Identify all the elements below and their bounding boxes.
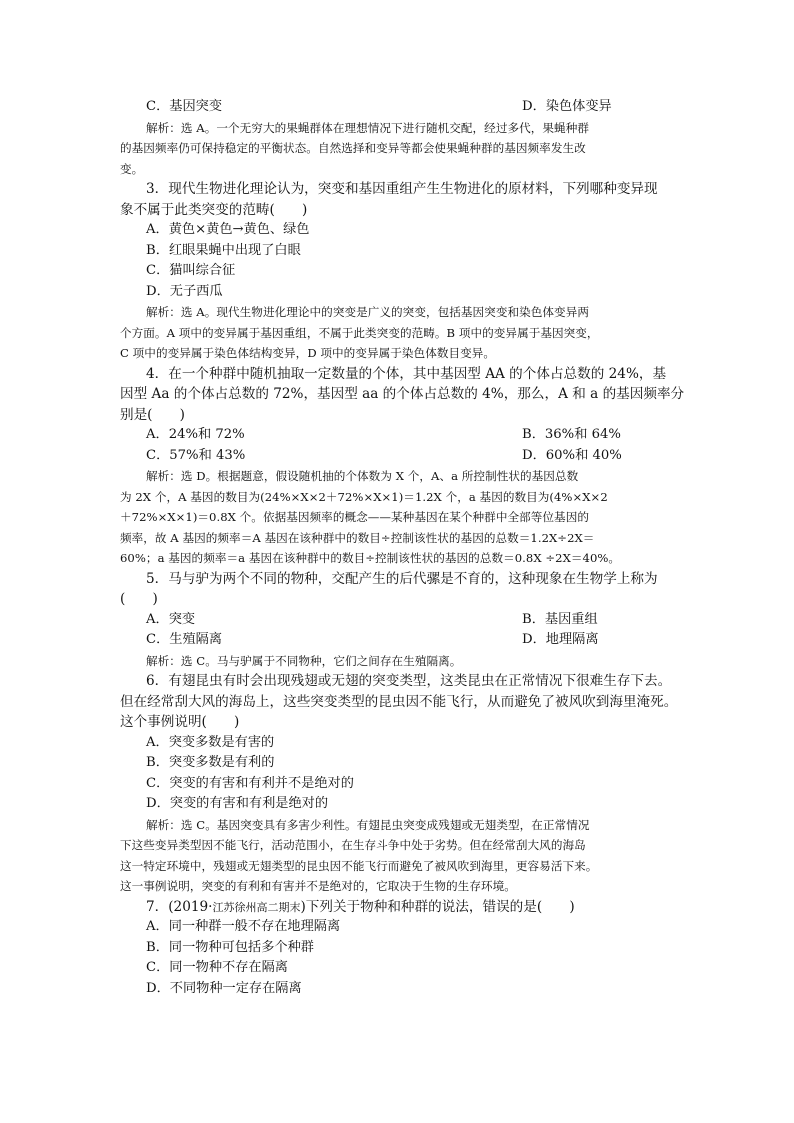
option-right: D．染色体变异 xyxy=(522,99,612,114)
option-left: C．57%和 43% xyxy=(146,447,246,463)
option: D．无子西瓜 xyxy=(146,283,223,299)
option-left: A．突变 xyxy=(146,611,196,627)
question-line: 象不属于此类突变的范畴( ) xyxy=(120,201,308,218)
option: B．突变多数是有利的 xyxy=(146,755,275,770)
answer-explanation-line: 解析：选 D。根据题意，假设随机抽的个体数为 X 个，A、a 所控制性状的基因总数 xyxy=(146,469,579,483)
answer-explanation-line: 的基因频率仍可保持稳定的平衡状态。自然选择和变异等都会使果蝇种群的基因频率发生改 xyxy=(120,141,586,155)
question-line: ( ) xyxy=(120,591,158,607)
answer-explanation-line: 这一特定环境中，残翅或无翅类型的昆虫因不能飞行而避免了被风吹到海里，更容易活下来。 xyxy=(120,858,598,873)
option-right: D．60%和 40% xyxy=(522,447,622,463)
option: C．同一物种不存在隔离 xyxy=(146,960,288,975)
option-left: C．基因突变 xyxy=(146,99,223,114)
option: C．猫叫综合征 xyxy=(146,263,236,278)
answer-explanation-line: 为 2X 个，A 基因的数目为(24%×X×2＋72%×X×1)＝1.2X 个，a 基因的数目为(4%×X×2 xyxy=(120,489,608,504)
question-line: 但在经常刮大风的海岛上，这些突变类型的昆虫因不能飞行，从而避免了被风吹到海里淹死。 xyxy=(120,693,678,710)
option: A．黄色×黄色→黄色、绿色 xyxy=(146,222,310,237)
question-line: 5．马与驴为两个不同的物种，交配产生的后代骡是不育的，这种现象在生物学上称为 xyxy=(146,570,658,587)
question-source: 江苏徐州高二期末 xyxy=(212,900,301,914)
question-line: 4．在一个种群中随机抽取一定数量的个体，其中基因型 AA 的个体占总数的 24%，基 xyxy=(146,365,667,382)
option-right: D．地理隔离 xyxy=(522,632,599,647)
answer-explanation-line: 频率，故 A 基因的频率＝A 基因在该种群中的数目÷控制该性状的基因的总数＝1.2X÷2X＝ xyxy=(120,530,595,545)
answer-explanation-line: 这一事例说明，突变的有利和有害并不是绝对的，它取决于生物的生存环境。 xyxy=(120,879,516,893)
option: B．同一物种可包括多个种群 xyxy=(146,939,314,955)
question-number: 7．(2019· xyxy=(146,898,213,915)
question-line xyxy=(146,897,575,919)
answer-explanation-line: 个方面。A 项中的变异属于基因重组，不属于此类突变的范畴。B 项中的变异属于基因突变， xyxy=(120,325,599,340)
question-line: 6．有翅昆虫有时会出现残翅或无翅的突变类型，这类昆虫在正常情况下很难生存下去。 xyxy=(146,673,672,689)
answer-explanation-line: 解析：选 A。现代生物进化理论中的突变是广义的突变，包括基因突变和染色体变异两 xyxy=(146,305,589,319)
question-line: 这个事例说明( ) xyxy=(120,714,240,730)
option: D．突变的有害和有利是绝对的 xyxy=(146,796,329,811)
option-left: C．生殖隔离 xyxy=(146,632,223,647)
question-line: 3．现代生物进化理论认为，突变和基因重组产生生物进化的原材料，下列哪种变异现 xyxy=(146,181,658,197)
option: D．不同物种一定存在隔离 xyxy=(146,980,302,996)
answer-explanation-line: ＋72%×X×1)＝0.8X 个。依据基因频率的概念——某种基因在某个种群中全部等位基因的 xyxy=(120,510,589,524)
option: B．红眼果蝇中出现了白眼 xyxy=(146,242,301,258)
option: C．突变的有害和有利并不是绝对的 xyxy=(146,775,354,791)
answer-explanation-line: 解析：选 A。一个无穷大的果蝇群体在理想情况下进行随机交配，经过多代，果蝇种群 xyxy=(146,120,589,135)
answer-explanation-line: 解析：选 C。马与驴属于不同物种，它们之间存在生殖隔离。 xyxy=(146,653,462,668)
answer-explanation-line: C 项中的变异属于染色体结构变异，D 项中的变异属于染色体数目变异。 xyxy=(120,346,496,360)
option-left: A．24%和 72% xyxy=(146,427,245,442)
question-stem: )下列关于物种和种群的说法，错误的是( ) xyxy=(300,898,575,915)
answer-explanation-line: 60%；a 基因的频率＝a 基因在该种群中的数目÷控制该性状的基因的总数＝0.8X ÷2X＝40%。 xyxy=(120,551,621,565)
question-line: 因型 Aa 的个体占总数的 72%，基因型 aa 的个体占总数的 4%，那么，A 和 a 的基因频率分 xyxy=(120,386,685,402)
option-right: B．36%和 64% xyxy=(522,427,621,442)
answer-explanation-line: 下这些变异类型因不能飞行，活动范围小，在生存斗争中处于劣势。但在经常刮大风的海岛 xyxy=(120,838,586,852)
answer-explanation-line: 解析：选 C。基因突变具有多害少利性。有翅昆虫突变成残翅或无翅类型，在正常情况 xyxy=(146,817,590,832)
option: A．同一种群一般不存在地理隔离 xyxy=(146,919,341,934)
option-right: B．基因重组 xyxy=(522,611,598,627)
option: A．突变多数是有害的 xyxy=(146,734,275,750)
answer-explanation-line: 变。 xyxy=(120,161,144,176)
question-line: 别是( ) xyxy=(120,406,185,423)
